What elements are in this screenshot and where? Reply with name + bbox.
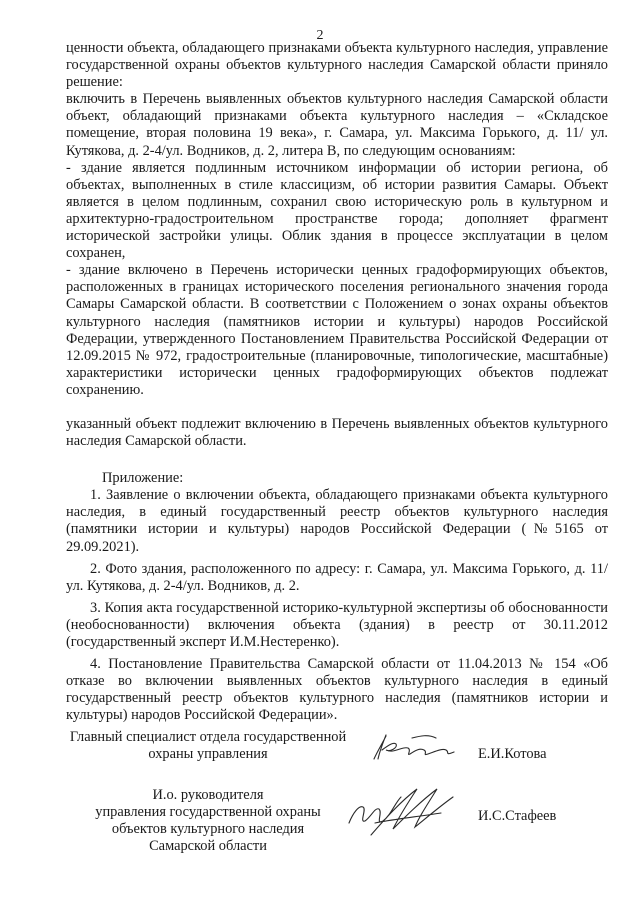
appendix-item-3: 3. Копия акта государственной историко-культурной экспертизы об обоснованности (необоснованности) включения объекта (здания) в реестр от 30.11.2012 (государственный эксперт И.М.Нестеренко). — [66, 599, 608, 650]
signer-2-position-line: управления государственной охраны — [95, 804, 321, 821]
signer-2-name: И.С.Стафеев — [478, 808, 557, 824]
signer-1-signature — [372, 732, 462, 764]
signer-2-signature — [345, 783, 465, 841]
appendix-item-2: 2. Фото здания, расположенного по адресу: г. Самара, ул. Максима Горького, д. 11/ул. Кутякова, д. 2-4/ул. Водников, д. 2. — [66, 560, 608, 594]
signer-1-name: Е.И.Котова — [478, 746, 547, 762]
signer-1-position-line: охраны управления — [148, 746, 268, 763]
signer-2-position-line: объектов культурного наследия — [111, 821, 305, 838]
paragraph-basis-list: - здание включено в Перечень исторически ценных градоформирующих объектов, расположенных в границах исторического поселения регионального значения города Самары Самарской области. В соответствии с Положением о зонах охраны объектов культурного наследия (памятников истории и культуры) народов Российской Федерации, утвержденного Постановлением Правительства Российской Федерации от 12.09.2015 № 972, градостроительные (планировочные, типологические, масштабные) характеристики исторически ценных градоформирующих объектов подлежат сохранению. — [66, 262, 608, 398]
appendix-title: Приложение: — [102, 470, 184, 487]
page-number: 2 — [316, 28, 324, 43]
appendix-item-4: 4. Постановление Правительства Самарской области от 11.04.2013 № 154 «Об отказе во включении выявленных объектов культурного наследия в единый государственный реестр объектов культурного наследия (памятников истории и культуры) народов Российской Федерации». — [66, 656, 608, 724]
signer-2-position-line: Самарской области — [149, 838, 267, 855]
signer-2-position-line: И.о. руководителя — [152, 787, 264, 803]
appendix-item-1: 1. Заявление о включении объекта, обладающего признаками объекта культурного наследия, в единый государственный реестр объектов культурного наследия (памятники истории и культуры) народов Российской Федерации (№5165 от 29.09.2021). — [66, 487, 608, 555]
paragraph-basis-authentic: - здание является подлинным источником информации об истории региона, об объектах, выполненных в стиле классицизм, об истории развития Самары. Объект является в целом подлинным, сохранил свою историческую роль в культурном и архитектурно-градостроительном пространстве города; дополняет фрагмент исторической застройки улицы. Облик здания в процессе эксплуатации в целом сохранен, — [66, 159, 608, 262]
signer-1-position-line: Главный специалист отдела государственной — [69, 729, 347, 745]
paragraph-include-object: включить в Перечень выявленных объектов культурного наследия Самарской области объект, обладающий признаками объекта культурного наследия – «Складское помещение, вторая половина 19 века», г. Самара, ул. Максима Горького, д. 11/ ул. Кутякова, д. 2-4/ул. Водников, д. 2, литера В, по следующим основаниям: — [66, 91, 608, 159]
signer-2-position — [78, 787, 338, 855]
paragraph-decision-intro: ценности объекта, обладающего признаками объекта культурного наследия, управление государственной охраны объектов культурного наследия Самарской области приняло решение: — [66, 40, 608, 91]
document-body — [66, 40, 608, 724]
paragraph-conclusion: указанный объект подлежит включению в Перечень выявленных объектов культурного наследия Самарской области. — [66, 415, 608, 450]
signer-1-position — [58, 729, 358, 763]
